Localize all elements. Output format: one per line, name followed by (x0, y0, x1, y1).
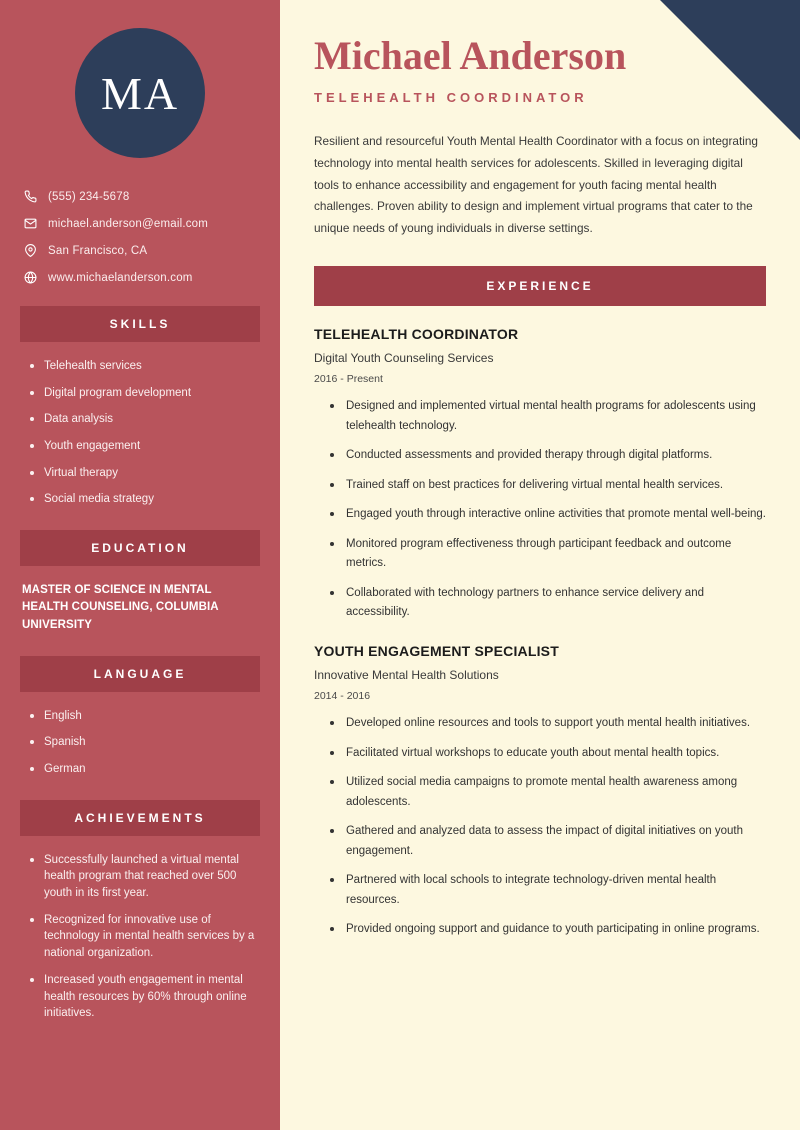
list-item: Successfully launched a virtual mental health program that reached over 500 youth in its first year. (30, 852, 260, 902)
list-item: Telehealth services (30, 358, 260, 375)
section-heading-language: LANGUAGE (20, 656, 260, 692)
education-entry: MASTER OF SCIENCE IN MENTAL HEALTH COUNSELING, COLUMBIA UNIVERSITY (22, 584, 219, 631)
experience-entry (314, 643, 766, 940)
list-item: Recognized for innovative use of technology in mental health services by a national organization. (30, 912, 260, 962)
list-item: Engaged youth through interactive online activities that promote mental well-being. (330, 505, 766, 525)
list-item: Digital program development (30, 385, 260, 402)
experience-entry (314, 326, 766, 623)
section-heading-skills: SKILLS (20, 306, 260, 342)
contact-location-text: San Francisco, CA (48, 244, 148, 257)
list-item: Trained staff on best practices for delivering virtual mental health services. (330, 476, 766, 496)
professional-summary: Resilient and resourceful Youth Mental Health Coordinator with a focus on integrating technology into mental health services for adolescents. Skilled in leveraging digital tools to enhance accessibility and engagement for youth facing mental health challenges. Proven ability to design and implement virtual programs that cater to the unique needs of young individuals in diverse settings. (314, 134, 758, 236)
avatar-container (20, 0, 260, 158)
job-company: Innovative Mental Health Solutions (314, 667, 499, 682)
phone-icon (24, 190, 46, 203)
list-item: Partnered with local schools to integrate technology-driven mental health resources. (330, 871, 766, 910)
contact-list (20, 190, 260, 284)
skills-list (20, 358, 260, 508)
list-item: German (30, 761, 260, 778)
contact-location (24, 244, 260, 257)
job-bullet-list (314, 714, 766, 940)
envelope-icon (24, 217, 46, 230)
contact-phone-text: (555) 234-5678 (48, 190, 130, 203)
achievements-list (20, 852, 260, 1022)
job-role: YOUTH ENGAGEMENT SPECIALIST (314, 642, 559, 659)
globe-icon (24, 271, 46, 284)
job-company: Digital Youth Counseling Services (314, 351, 494, 366)
section-heading-achievements: ACHIEVEMENTS (20, 800, 260, 836)
list-item: Social media strategy (30, 491, 260, 508)
avatar: MA (75, 28, 205, 158)
contact-website-text: www.michaelanderson.com (48, 271, 193, 284)
contact-website (24, 271, 260, 284)
list-item: Data analysis (30, 411, 260, 428)
contact-email (24, 217, 260, 230)
language-list (20, 708, 260, 778)
list-item: English (30, 708, 260, 725)
list-item: Youth engagement (30, 438, 260, 455)
job-bullet-list (314, 397, 766, 623)
list-item: Spanish (30, 734, 260, 751)
section-heading-education: EDUCATION (20, 530, 260, 566)
job-role: TELEHEALTH COORDINATOR (314, 326, 519, 343)
list-item: Monitored program effectiveness through participant feedback and outcome metrics. (330, 535, 766, 574)
list-item: Designed and implemented virtual mental health programs for adolescents using telehealth technology. (330, 397, 766, 436)
contact-phone (24, 190, 260, 203)
list-item: Conducted assessments and provided therapy through digital platforms. (330, 446, 766, 466)
list-item: Developed online resources and tools to support youth mental health initiatives. (330, 714, 766, 734)
list-item: Gathered and analyzed data to assess the impact of digital initiatives on youth engagement. (330, 822, 766, 861)
main-content (280, 0, 800, 1130)
job-dates: 2016 - Present (314, 373, 383, 386)
list-item: Collaborated with technology partners to enhance service delivery and accessibility. (330, 584, 766, 623)
page-title: Michael Anderson (314, 33, 627, 78)
section-heading-experience: EXPERIENCE (314, 266, 766, 306)
job-dates: 2014 - 2016 (314, 689, 371, 702)
list-item: Utilized social media campaigns to promote mental health awareness among adolescents. (330, 773, 766, 812)
list-item: Increased youth engagement in mental health resources by 60% through online initiatives. (30, 972, 260, 1022)
headline-job-title: TELEHEALTH COORDINATOR (314, 90, 588, 105)
list-item: Virtual therapy (30, 465, 260, 482)
list-item: Provided ongoing support and guidance to youth participating in online programs. (330, 920, 766, 940)
list-item: Facilitated virtual workshops to educate youth about mental health topics. (330, 744, 766, 764)
sidebar (0, 0, 280, 1130)
location-pin-icon (24, 244, 46, 257)
contact-email-text: michael.anderson@email.com (48, 217, 209, 230)
